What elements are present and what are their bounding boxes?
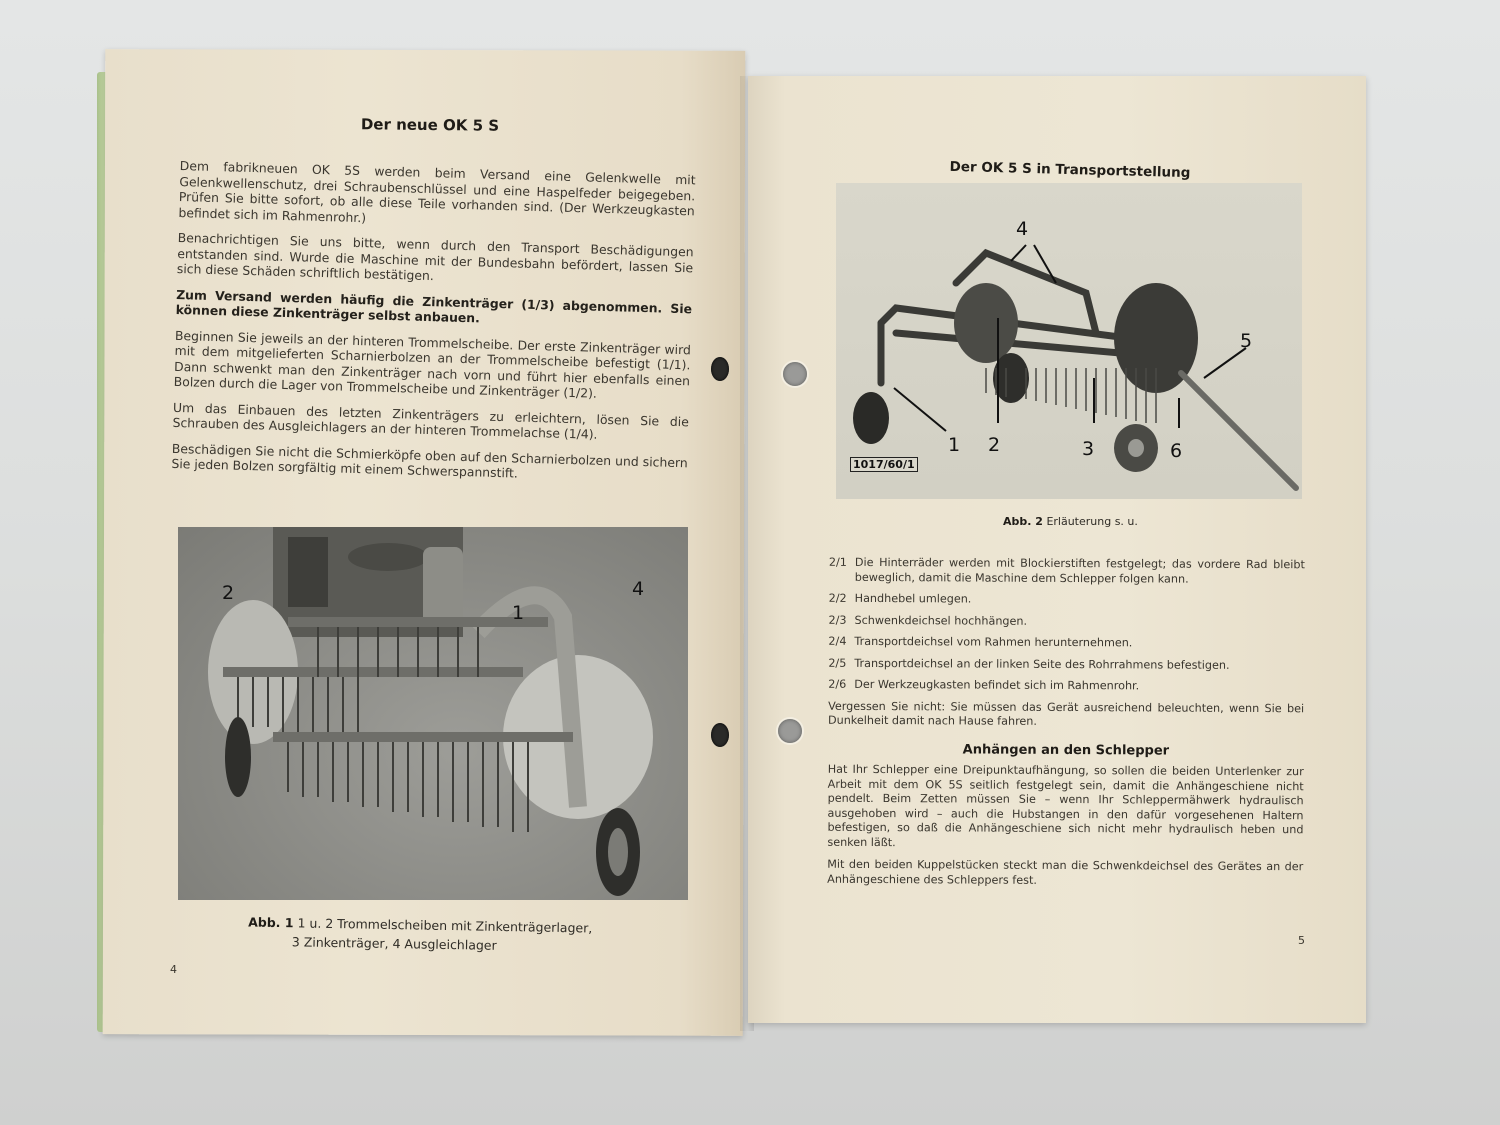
list-item	[829, 592, 1305, 609]
figure-1-callout-2: 2	[222, 582, 235, 604]
list-item-text: Der Werkzeugkasten befindet sich im Rahmenrohr.	[854, 677, 1140, 693]
left-page-body	[171, 158, 696, 496]
figure-1-caption-label: Abb. 1	[248, 914, 294, 931]
figure-2-caption-text: Erläuterung s. u.	[1046, 515, 1138, 528]
figure-2-callout-4: 4	[1016, 218, 1029, 240]
figure-2-callout-3: 3	[1082, 438, 1095, 460]
paragraph: Beginnen Sie jeweils an der hinteren Trommelscheibe. Der erste Zinkenträger wird mit dem mitgelieferten Scharnierbolzen an der Trommelscheibe befestigt (1/1). Dann schwenkt man den Zinkenträger nach vorn und führt hier ebenfalls einen Bolzen durch die Lager von Trommelscheibe und Zinkenträger (1/2).	[173, 327, 692, 401]
list-item-number: 2/5	[828, 656, 847, 670]
figure-2-callout-5: 5	[1240, 330, 1253, 352]
punch-hole	[711, 357, 729, 381]
list-item-number: 2/6	[828, 677, 847, 691]
figure-1-caption-line1: 1 u. 2 Trommelscheiben mit Zinkenträgerlager,	[297, 915, 593, 936]
hay-tedder-transport-illustration	[836, 183, 1302, 499]
list-item	[828, 678, 1304, 695]
right-page-body	[827, 556, 1305, 899]
figure-1-callout-1: 1	[512, 602, 525, 624]
figure-2-callout-1: 1	[948, 434, 961, 456]
list-item-text: Handhebel umlegen.	[854, 591, 972, 606]
paragraph-bold: Zum Versand werden häufig die Zinkenträger (1/3) abgenommen. Sie können diese Zinkenträger selbst anbauen.	[175, 286, 693, 326]
list-item-text: Die Hinterräder werden mit Blockierstiften festgelegt; das vordere Rad bleibt beweglich, damit die Maschine dem Schlepper folgen kann.	[854, 555, 1305, 586]
figure-1-photo	[178, 527, 688, 900]
left-page-number: 4	[170, 963, 177, 976]
figure-2-reference-stamp: 1017/60/1	[850, 457, 918, 472]
paragraph: Hat Ihr Schlepper eine Dreipunktaufhängung, so sollen die beiden Unterlenker zur Arbeit mit dem OK 5S seitlich festgelegt sein, damit die Anhängeschiene nicht pendelt. Beim Zetten müssen Sie – wenn Ihr Schleppermähwerk hydraulisch ausgehoben wird – auch die Hubstangen in den dafür vorgesehenen Haltern befestigen, so daß die Anhängeschiene sich nicht mehr hydraulisch heben und senken läßt.	[827, 762, 1304, 849]
paragraph: Beschädigen Sie nicht die Schmierköpfe oben auf den Scharnierbolzen und sichern Sie jeden Bolzen sorgfältig mit einem Schwerspannstift.	[171, 440, 688, 481]
warning-note: Vergessen Sie nicht: Sie müssen das Gerät ausreichend beleuchten, wenn Sie bei Dunkelheit damit nach Hause fahren.	[828, 699, 1305, 728]
punch-hole	[711, 723, 729, 747]
list-item-number: 2/4	[828, 634, 847, 648]
right-page-number: 5	[1298, 934, 1305, 947]
list-item-number: 2/1	[828, 555, 847, 569]
list-item	[828, 635, 1304, 652]
figure-2-caption-label: Abb. 2	[1003, 515, 1043, 528]
list-item-text: Schwenkdeichsel hochhängen.	[854, 613, 1028, 628]
figure-2-callout-2: 2	[988, 434, 1001, 456]
left-page-heading: Der neue OK 5 S	[360, 115, 500, 135]
paragraph: Um das Einbauen des letzten Zinkenträgers zu erleichtern, lösen Sie die Schrauben des Ausgleichlagers an der hinteren Trommelachse (1/4).	[172, 399, 690, 442]
figure-1-callout-4: 4	[632, 578, 645, 600]
figure-2-caption	[1003, 512, 1138, 531]
paragraph: Dem fabrikneuen OK 5S werden beim Versand eine Gelenkwelle mit Gelenkwellenschutz, drei Schraubenschlüssel und eine Haspelfeder beigegeben. Prüfen Sie bitte sofort, ob alle diese Teile vorhanden sind. (Der Werkzeugkasten befindet sich im Rahmenrohr.)	[178, 158, 696, 225]
list-item	[828, 656, 1304, 673]
section-heading: Anhängen an den Schlepper	[962, 741, 1170, 759]
list-item-number: 2/2	[828, 591, 847, 605]
paragraph: Mit den beiden Kuppelstücken steckt man die Schwenkdeichsel des Gerätes an der Anhängeschiene des Schleppers fest.	[827, 857, 1304, 887]
figure-1-caption	[248, 913, 649, 958]
paragraph: Benachrichtigen Sie uns bitte, wenn durch den Transport Beschädigungen entstanden sind. Wurde die Maschine mit der Bundesbahn befördert, lassen Sie sich diese Schäden schriftlich bestätigen.	[176, 229, 694, 284]
hay-tedder-rear-view-illustration	[178, 527, 688, 900]
punch-hole	[778, 719, 802, 743]
list-item	[829, 613, 1305, 630]
list-item	[829, 556, 1305, 587]
right-page-heading: Der OK 5 S in Transportstellung	[949, 158, 1191, 182]
figure-1-caption-line2: 3 Zinkenträger, 4 Ausgleichlager	[291, 934, 497, 953]
list-item-text: Transportdeichsel vom Rahmen herunternehmen.	[854, 634, 1133, 650]
punch-hole	[783, 362, 807, 386]
figure-2-callout-6: 6	[1170, 440, 1183, 462]
figure-2-photo	[836, 183, 1302, 499]
list-item-text: Transportdeichsel an der linken Seite des Rohrrahmens befestigen.	[854, 656, 1230, 672]
list-item-number: 2/3	[828, 613, 847, 627]
